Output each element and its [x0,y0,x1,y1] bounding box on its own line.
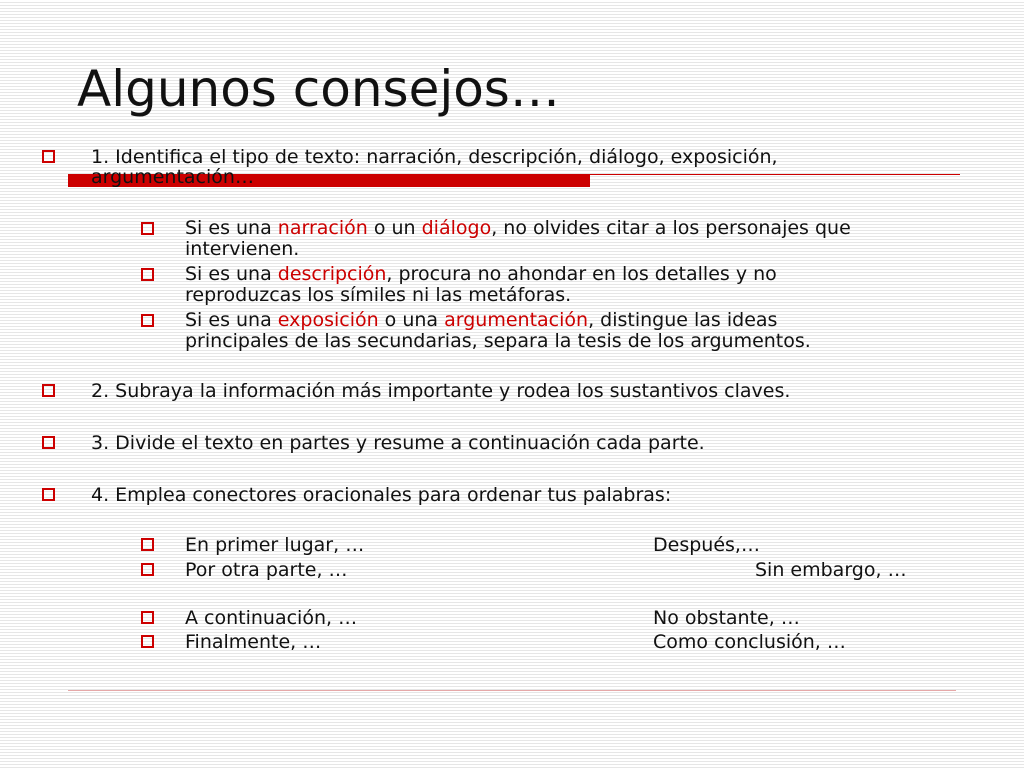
subitem-2-highlight-descripcion: descripción [277,263,387,285]
square-bullet-icon [141,635,154,648]
subitem-1-highlight-narracion: narración [277,217,368,239]
square-bullet-icon [42,384,55,397]
connector-3-right: No obstante, … [653,607,800,629]
item-1-line-1: 1. Identifica el tipo de texto: narración, descripción, diálogo, exposición, [91,146,778,168]
subitem-2-text-a: Si es una [185,263,278,285]
connector-2-left: Por otra parte, … [185,559,348,581]
subitem-1-text-a: Si es una [185,217,278,239]
connector-4-right: Como conclusión, … [653,631,846,653]
item-3: 3. Divide el texto en partes y resume a continuación cada parte. [91,432,705,454]
item-1-line-2: argumentación… [91,166,254,188]
subitem-2-line-1 [185,263,777,285]
subitem-2-line-2: reproduzcas los símiles ni las metáforas. [185,284,572,306]
item-2: 2. Subraya la información más importante y rodea los sustantivos claves. [91,380,791,402]
subitem-1-line-2: intervienen. [185,238,300,260]
subitem-3-line-1 [185,309,777,331]
connector-3-left: A continuación, … [185,607,358,629]
subitem-2-text-c: , procura no ahondar en los detalles y no [386,263,777,285]
subitem-1-text-c: o un [367,217,422,239]
square-bullet-icon [141,222,154,235]
square-bullet-icon [141,314,154,327]
square-bullet-icon [42,150,55,163]
subitem-3-highlight-exposicion: exposición [277,309,379,331]
square-bullet-icon [141,538,154,551]
subitem-3-highlight-argumentacion: argumentación [444,309,589,331]
slide-title: Algunos consejos… [77,60,560,118]
connector-1-right: Después,… [653,534,760,556]
subitem-1-line-1 [185,217,851,239]
item-4: 4. Emplea conectores oracionales para ordenar tus palabras: [91,484,672,506]
connector-2-right: Sin embargo, … [755,559,907,581]
square-bullet-icon [141,611,154,624]
subitem-3-line-2: principales de las secundarias, separa la tesis de los argumentos. [185,330,811,352]
square-bullet-icon [141,268,154,281]
subitem-1-text-e: , no olvides citar a los personajes que [491,217,851,239]
square-bullet-icon [141,563,154,576]
square-bullet-icon [42,488,55,501]
footer-divider [68,690,956,691]
subitem-3-text-c: o una [378,309,445,331]
connector-4-left: Finalmente, … [185,631,322,653]
square-bullet-icon [42,436,55,449]
connector-1-left: En primer lugar, … [185,534,365,556]
subitem-3-text-a: Si es una [185,309,278,331]
subitem-1-highlight-dialogo: diálogo [421,217,492,239]
subitem-3-text-e: , distingue las ideas [588,309,778,331]
